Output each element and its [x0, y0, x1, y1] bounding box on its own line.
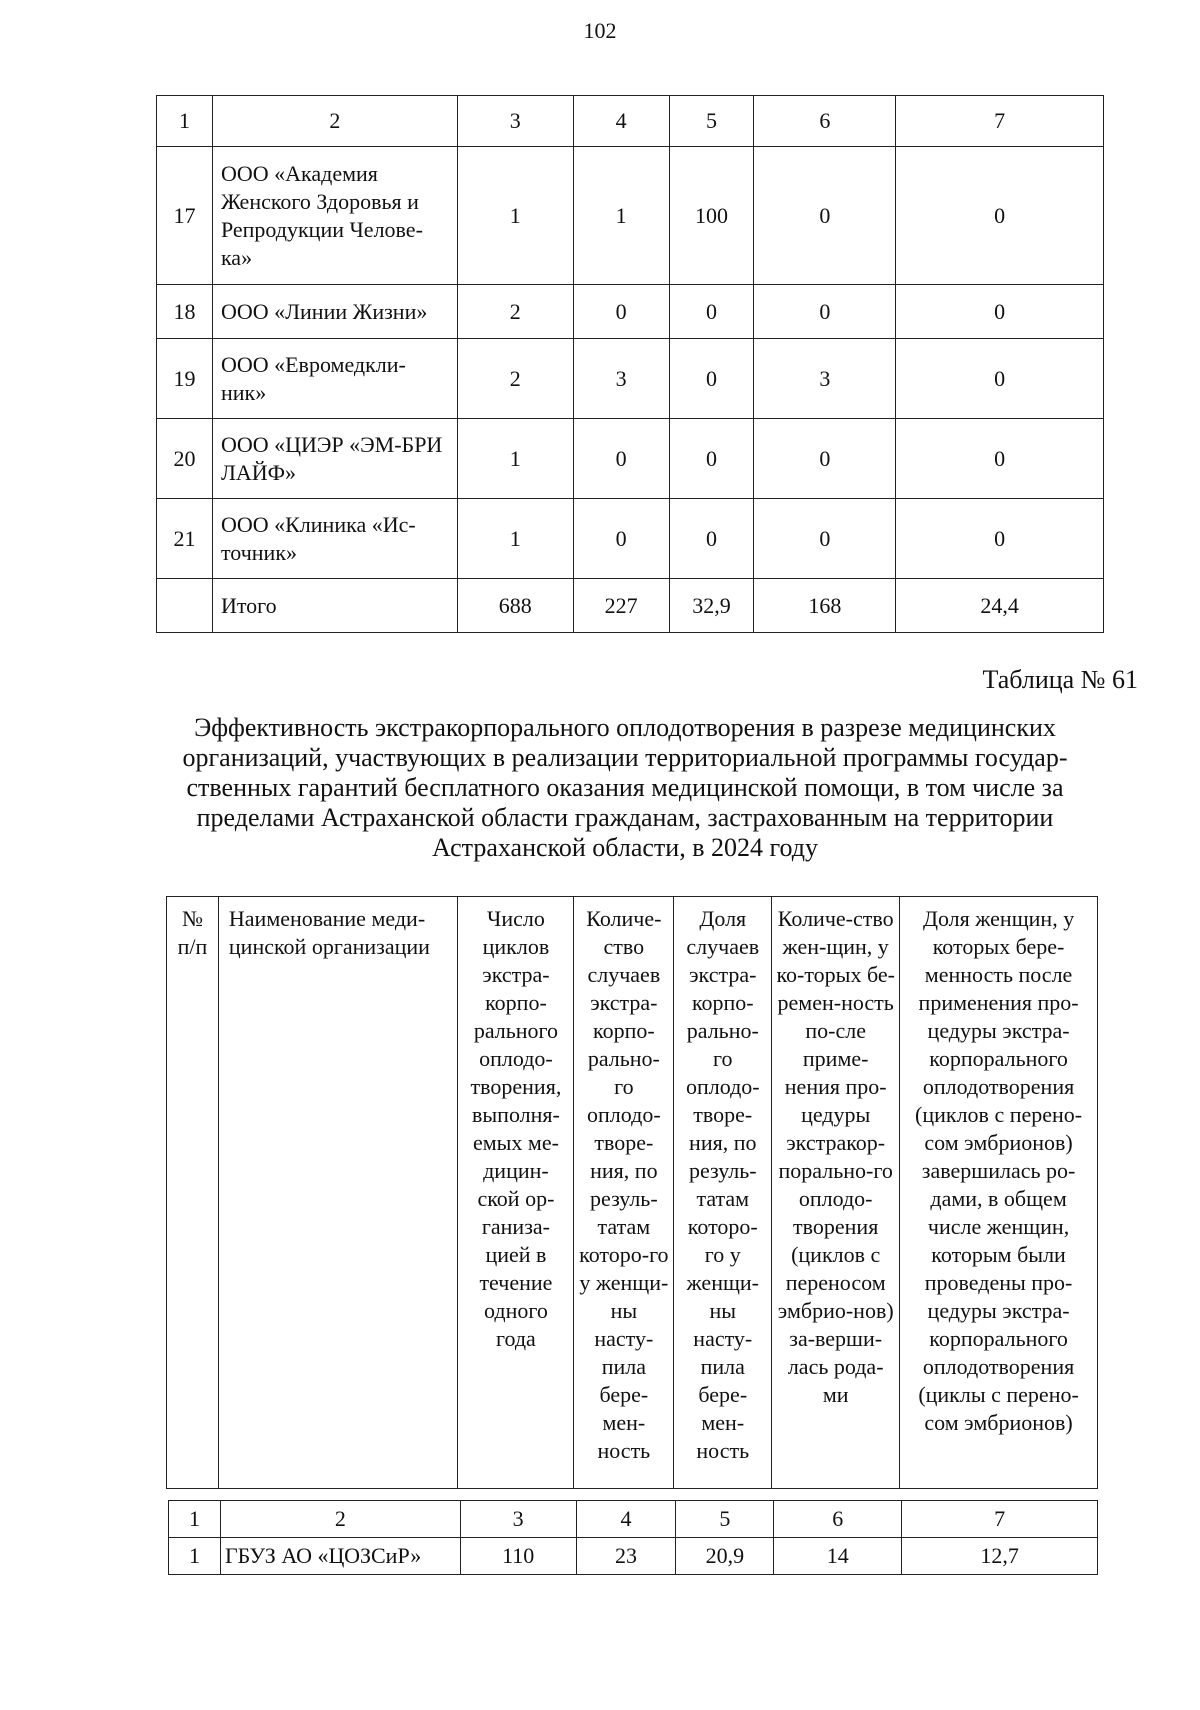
- column-header-pregnancy-share: Доля случаев экстра-корпо-рально-го оплодо-творе-ния, по резуль-татам которо-го у женщи-ны насту-пила бере-мен-ность: [674, 897, 772, 1489]
- cell-col3: 2: [457, 339, 573, 419]
- column-number: 1: [169, 1501, 221, 1538]
- cell-col7: 12,7: [902, 1538, 1098, 1575]
- table-header-row: [157, 96, 1104, 147]
- organization-name: ООО «Академия Женского Здоровья и Репродукции Челове-ка»: [212, 147, 457, 285]
- column-number: 3: [460, 1501, 576, 1538]
- table-number-label: Таблица № 61: [982, 665, 1138, 694]
- row-number: 1: [169, 1538, 221, 1575]
- row-number: 21: [157, 499, 213, 579]
- cell-col4: 3: [573, 339, 669, 419]
- continued-table: [156, 95, 1104, 633]
- cell-col4: 0: [573, 499, 669, 579]
- cell-col7: 0: [896, 499, 1104, 579]
- organization-name: ООО «Евромедкли-ник»: [212, 339, 457, 419]
- cell-col7: 0: [896, 339, 1104, 419]
- column-header-organization: Наименование меди-цинской организации: [218, 897, 458, 1489]
- organization-name: ООО «Клиника «Ис-точник»: [212, 499, 457, 579]
- row-number: 17: [157, 147, 213, 285]
- total-col3: 688: [457, 579, 573, 633]
- organization-name: ООО «ЦИЭР «ЭМ-БРИ ЛАЙФ»: [212, 419, 457, 499]
- cell-col6: 0: [754, 499, 896, 579]
- column-number: 5: [676, 1501, 774, 1538]
- cell-col7: 0: [896, 147, 1104, 285]
- row-number: 18: [157, 285, 213, 339]
- header-cell: 3: [457, 96, 573, 147]
- cell-col5: 0: [669, 419, 754, 499]
- cell-col3: 110: [460, 1538, 576, 1575]
- header-cell: 5: [669, 96, 754, 147]
- cell-col5: 20,9: [676, 1538, 774, 1575]
- cell-col7: 0: [896, 419, 1104, 499]
- cell-col5: 0: [669, 499, 754, 579]
- cell-col3: 2: [457, 285, 573, 339]
- cell-col5: 0: [669, 339, 754, 419]
- header-cell: 1: [157, 96, 213, 147]
- cell-col4: 23: [576, 1538, 676, 1575]
- column-header-pregnancy-cases: Количе-ство случаев экстра-корпо-рально-го оплодо-творе-ния, по резуль-татам которо-го у женщи-ны насту-пила бере-мен-ность: [574, 897, 674, 1489]
- cell-col3: 1: [457, 147, 573, 285]
- cell-col4: 0: [573, 285, 669, 339]
- table-row: [157, 419, 1104, 499]
- cell-col3: 1: [457, 499, 573, 579]
- total-label: Итого: [212, 579, 457, 633]
- row-number: 19: [157, 339, 213, 419]
- total-col7: 24,4: [896, 579, 1104, 633]
- table61-body: [168, 1500, 1098, 1575]
- cell-col3: 1: [457, 419, 573, 499]
- total-col5: 32,9: [669, 579, 754, 633]
- cell-col6: 0: [754, 419, 896, 499]
- column-number: 4: [576, 1501, 676, 1538]
- header-cell: 6: [754, 96, 896, 147]
- cell-col5: 0: [669, 285, 754, 339]
- column-header-number: № п/п: [167, 897, 219, 1489]
- table-row: [157, 147, 1104, 285]
- cell-col4: 1: [573, 147, 669, 285]
- cell-col6: 3: [754, 339, 896, 419]
- organization-name: ГБУЗ АО «ЦОЗСиР»: [220, 1538, 460, 1575]
- organization-name: ООО «Линии Жизни»: [212, 285, 457, 339]
- table-row: [169, 1538, 1098, 1575]
- column-header-births-count: Количе-ство жен-щин, у ко-торых бе-ремен-ность по-сле приме-нения про-цедуры экстракор-порально-го оплодо-творения (циклов с переносом эмбрио-нов) за-верши-лась рода-ми: [772, 897, 900, 1489]
- column-header-births-share: Доля женщин, у которых бере-менность после применения про-цедуры экстра-корпорального оплодотворения (циклов с перено-сом эмбрионов) завершилась ро-дами, в общем числе женщин, которым были проведены про-цедуры экстра-корпорального оплодотворения (циклы с перено-сом эмбрионов): [900, 897, 1098, 1489]
- column-number: 6: [774, 1501, 902, 1538]
- row-number: [157, 579, 213, 633]
- table-title: Эффективность экстракорпорального оплодотворения в разрезе медицинских организаций, участвующих в реализации территориальной программы государ-ственных гарантий бесплатного оказания медицинской помощи, в том числе за пределами Астраханской области гражданам, застрахованным на территории Астраханской области, в 2024 году: [182, 713, 1068, 862]
- table-row: [157, 285, 1104, 339]
- cell-col4: 0: [573, 419, 669, 499]
- row-number: 20: [157, 419, 213, 499]
- total-row: [157, 579, 1104, 633]
- header-cell: 4: [573, 96, 669, 147]
- cell-col7: 0: [896, 285, 1104, 339]
- table61-header: [166, 896, 1098, 1489]
- header-cell: 2: [212, 96, 457, 147]
- cell-col6: 0: [754, 147, 896, 285]
- column-number: 2: [220, 1501, 460, 1538]
- total-col6: 168: [754, 579, 896, 633]
- cell-col6: 0: [754, 285, 896, 339]
- table-row: [157, 499, 1104, 579]
- column-number-row: [169, 1501, 1098, 1538]
- column-header-ivf-cycles: Число циклов экстра-корпо-рального оплодо-творения, выполня-емых ме-дицин-ской ор-ганиза-цией в течение одного года: [458, 897, 574, 1489]
- cell-col6: 14: [774, 1538, 902, 1575]
- total-col4: 227: [573, 579, 669, 633]
- page-number: 102: [583, 18, 617, 43]
- column-number: 7: [902, 1501, 1098, 1538]
- table-row: [157, 339, 1104, 419]
- header-cell: 7: [896, 96, 1104, 147]
- cell-col5: 100: [669, 147, 754, 285]
- column-header-row: [167, 897, 1098, 1489]
